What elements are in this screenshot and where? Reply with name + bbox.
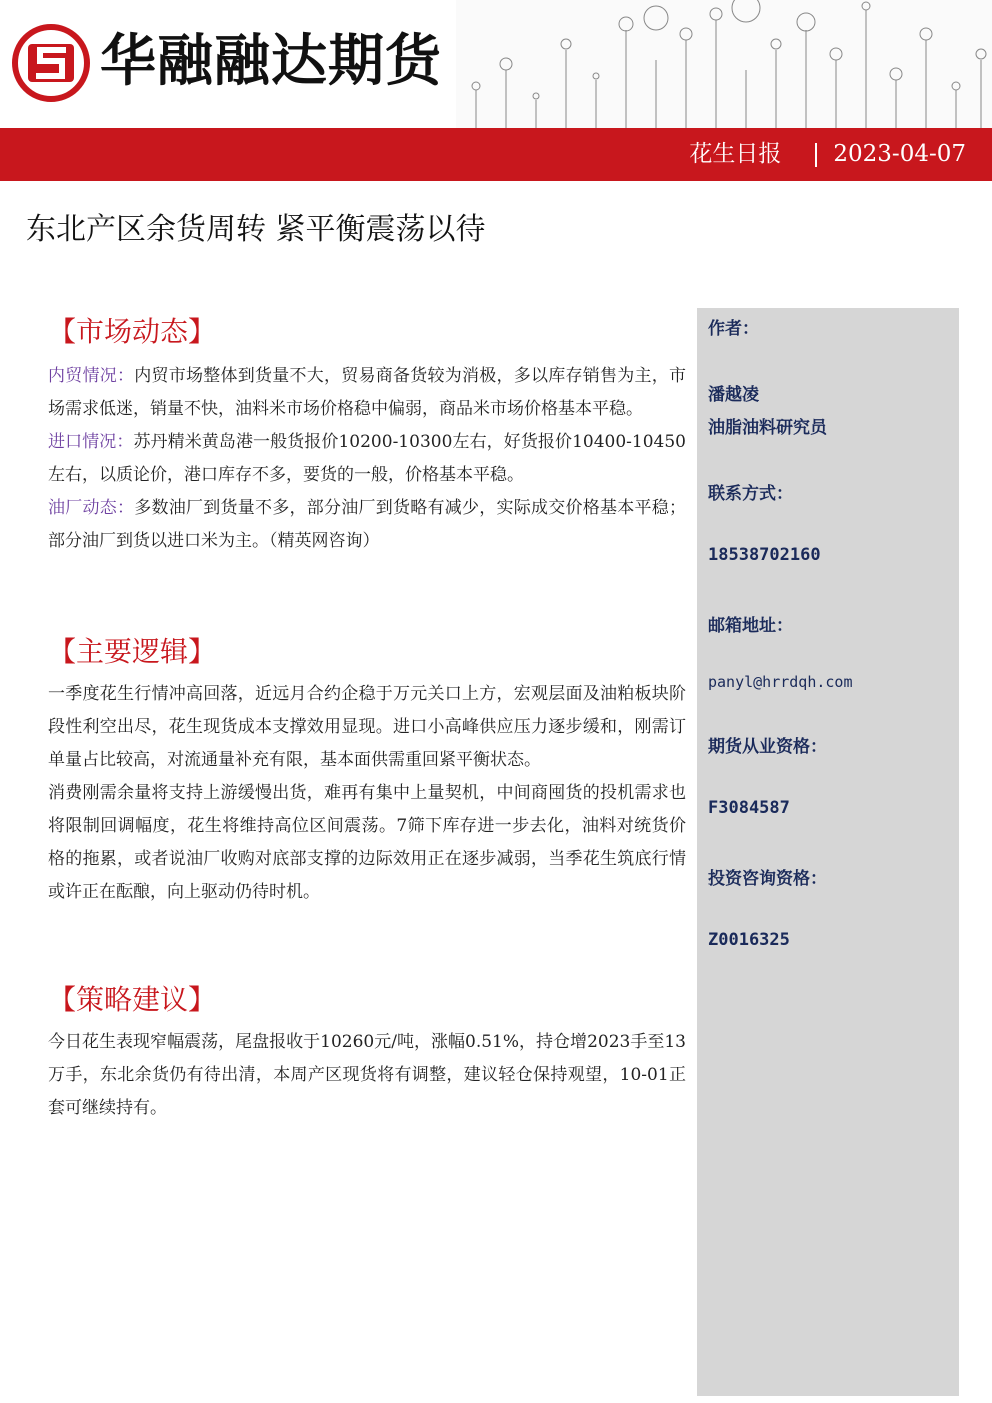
report-header bbox=[0, 0, 992, 128]
logic-section-body bbox=[48, 678, 686, 909]
section-heading-market: 【市场动态】 bbox=[48, 315, 217, 348]
market-item bbox=[48, 492, 686, 558]
author-label: 作者： bbox=[708, 319, 759, 339]
market-section-body bbox=[48, 360, 686, 558]
futures-qualification-label: 期货从业资格： bbox=[708, 737, 827, 757]
market-item bbox=[48, 360, 686, 426]
investment-qualification-id: Z0016325 bbox=[708, 930, 790, 950]
email-address: panyl@hrrdqh.com bbox=[708, 673, 853, 691]
futures-qualification-id: F3084587 bbox=[708, 798, 790, 818]
author-title: 油脂油料研究员 bbox=[708, 418, 827, 438]
contact-label: 联系方式： bbox=[708, 484, 793, 504]
decorative-lines-graphic bbox=[456, 0, 992, 128]
brand-name: 华融融达期货 bbox=[100, 29, 442, 94]
market-item-lead: 进口情况： bbox=[48, 432, 134, 452]
logic-paragraph: 消费刚需余量将支持上游缓慢出货，难再有集中上量契机，中间商囤货的投机需求也将限制回调幅度，花生将维持高位区间震荡。7筛下库存进一步去化，油料对统货价格的拖累，或者说油厂收购对底部支撑的边际效用正在逐步减弱，当季花生筑底行情或许正在酝酿，向上驱动仍待时机。 bbox=[48, 783, 686, 902]
email-label: 邮箱地址： bbox=[708, 616, 793, 636]
section-heading-logic: 【主要逻辑】 bbox=[48, 635, 217, 668]
author-name: 潘越凌 bbox=[708, 385, 759, 405]
investment-qualification-label: 投资咨询资格： bbox=[708, 869, 827, 889]
author-sidebar bbox=[697, 308, 959, 1396]
strategy-section-body bbox=[48, 1026, 686, 1125]
section-heading-strategy: 【策略建议】 bbox=[48, 983, 217, 1016]
market-item-lead: 油厂动态： bbox=[48, 498, 135, 518]
report-date: 2023-04-07 bbox=[833, 141, 966, 167]
banner-divider bbox=[815, 143, 817, 167]
strategy-paragraph: 今日花生表现窄幅震荡，尾盘报收于10260元/吨，涨幅0.51%，持仓增2023手至13万手，东北余货仍有待出清，本周产区现货将有调整，建议轻仓保持观望，10-01正套可继续持有。 bbox=[48, 1032, 686, 1118]
market-item-text: 多数油厂到货量不多，部分油厂到货略有减少，实际成交价格基本平稳；部分油厂到货以进口米为主。（精英网咨询） bbox=[48, 498, 686, 551]
company-logo-icon bbox=[12, 24, 90, 102]
report-banner-text bbox=[689, 128, 966, 181]
market-item-lead: 内贸情况： bbox=[48, 366, 135, 386]
page-title: 东北产区余货周转 紧平衡震荡以待 bbox=[26, 212, 486, 247]
logic-paragraph: 一季度花生行情冲高回落，近远月合约企稳于万元关口上方，宏观层面及油粕板块阶段性利空出尽，花生现货成本支撑效用显现。进口小高峰供应压力逐步缓和，刚需订单量占比较高，对流通量补充有限，基本面供需重回紧平衡状态。 bbox=[48, 684, 686, 770]
market-item bbox=[48, 426, 686, 492]
market-item-text: 内贸市场整体到货量不大，贸易商备货较为消极，多以库存销售为主，市场需求低迷，销量不快，油料米市场价格稳中偏弱，商品米市场价格基本平稳。 bbox=[48, 366, 686, 419]
phone-number: 18538702160 bbox=[708, 545, 821, 565]
report-type: 花生日报 bbox=[689, 141, 782, 167]
market-item-text: 苏丹精米黄岛港一般货报价10200-10300左右，好货报价10400-10450左右，以质论价，港口库存不多，要货的一般，价格基本平稳。 bbox=[48, 432, 686, 485]
